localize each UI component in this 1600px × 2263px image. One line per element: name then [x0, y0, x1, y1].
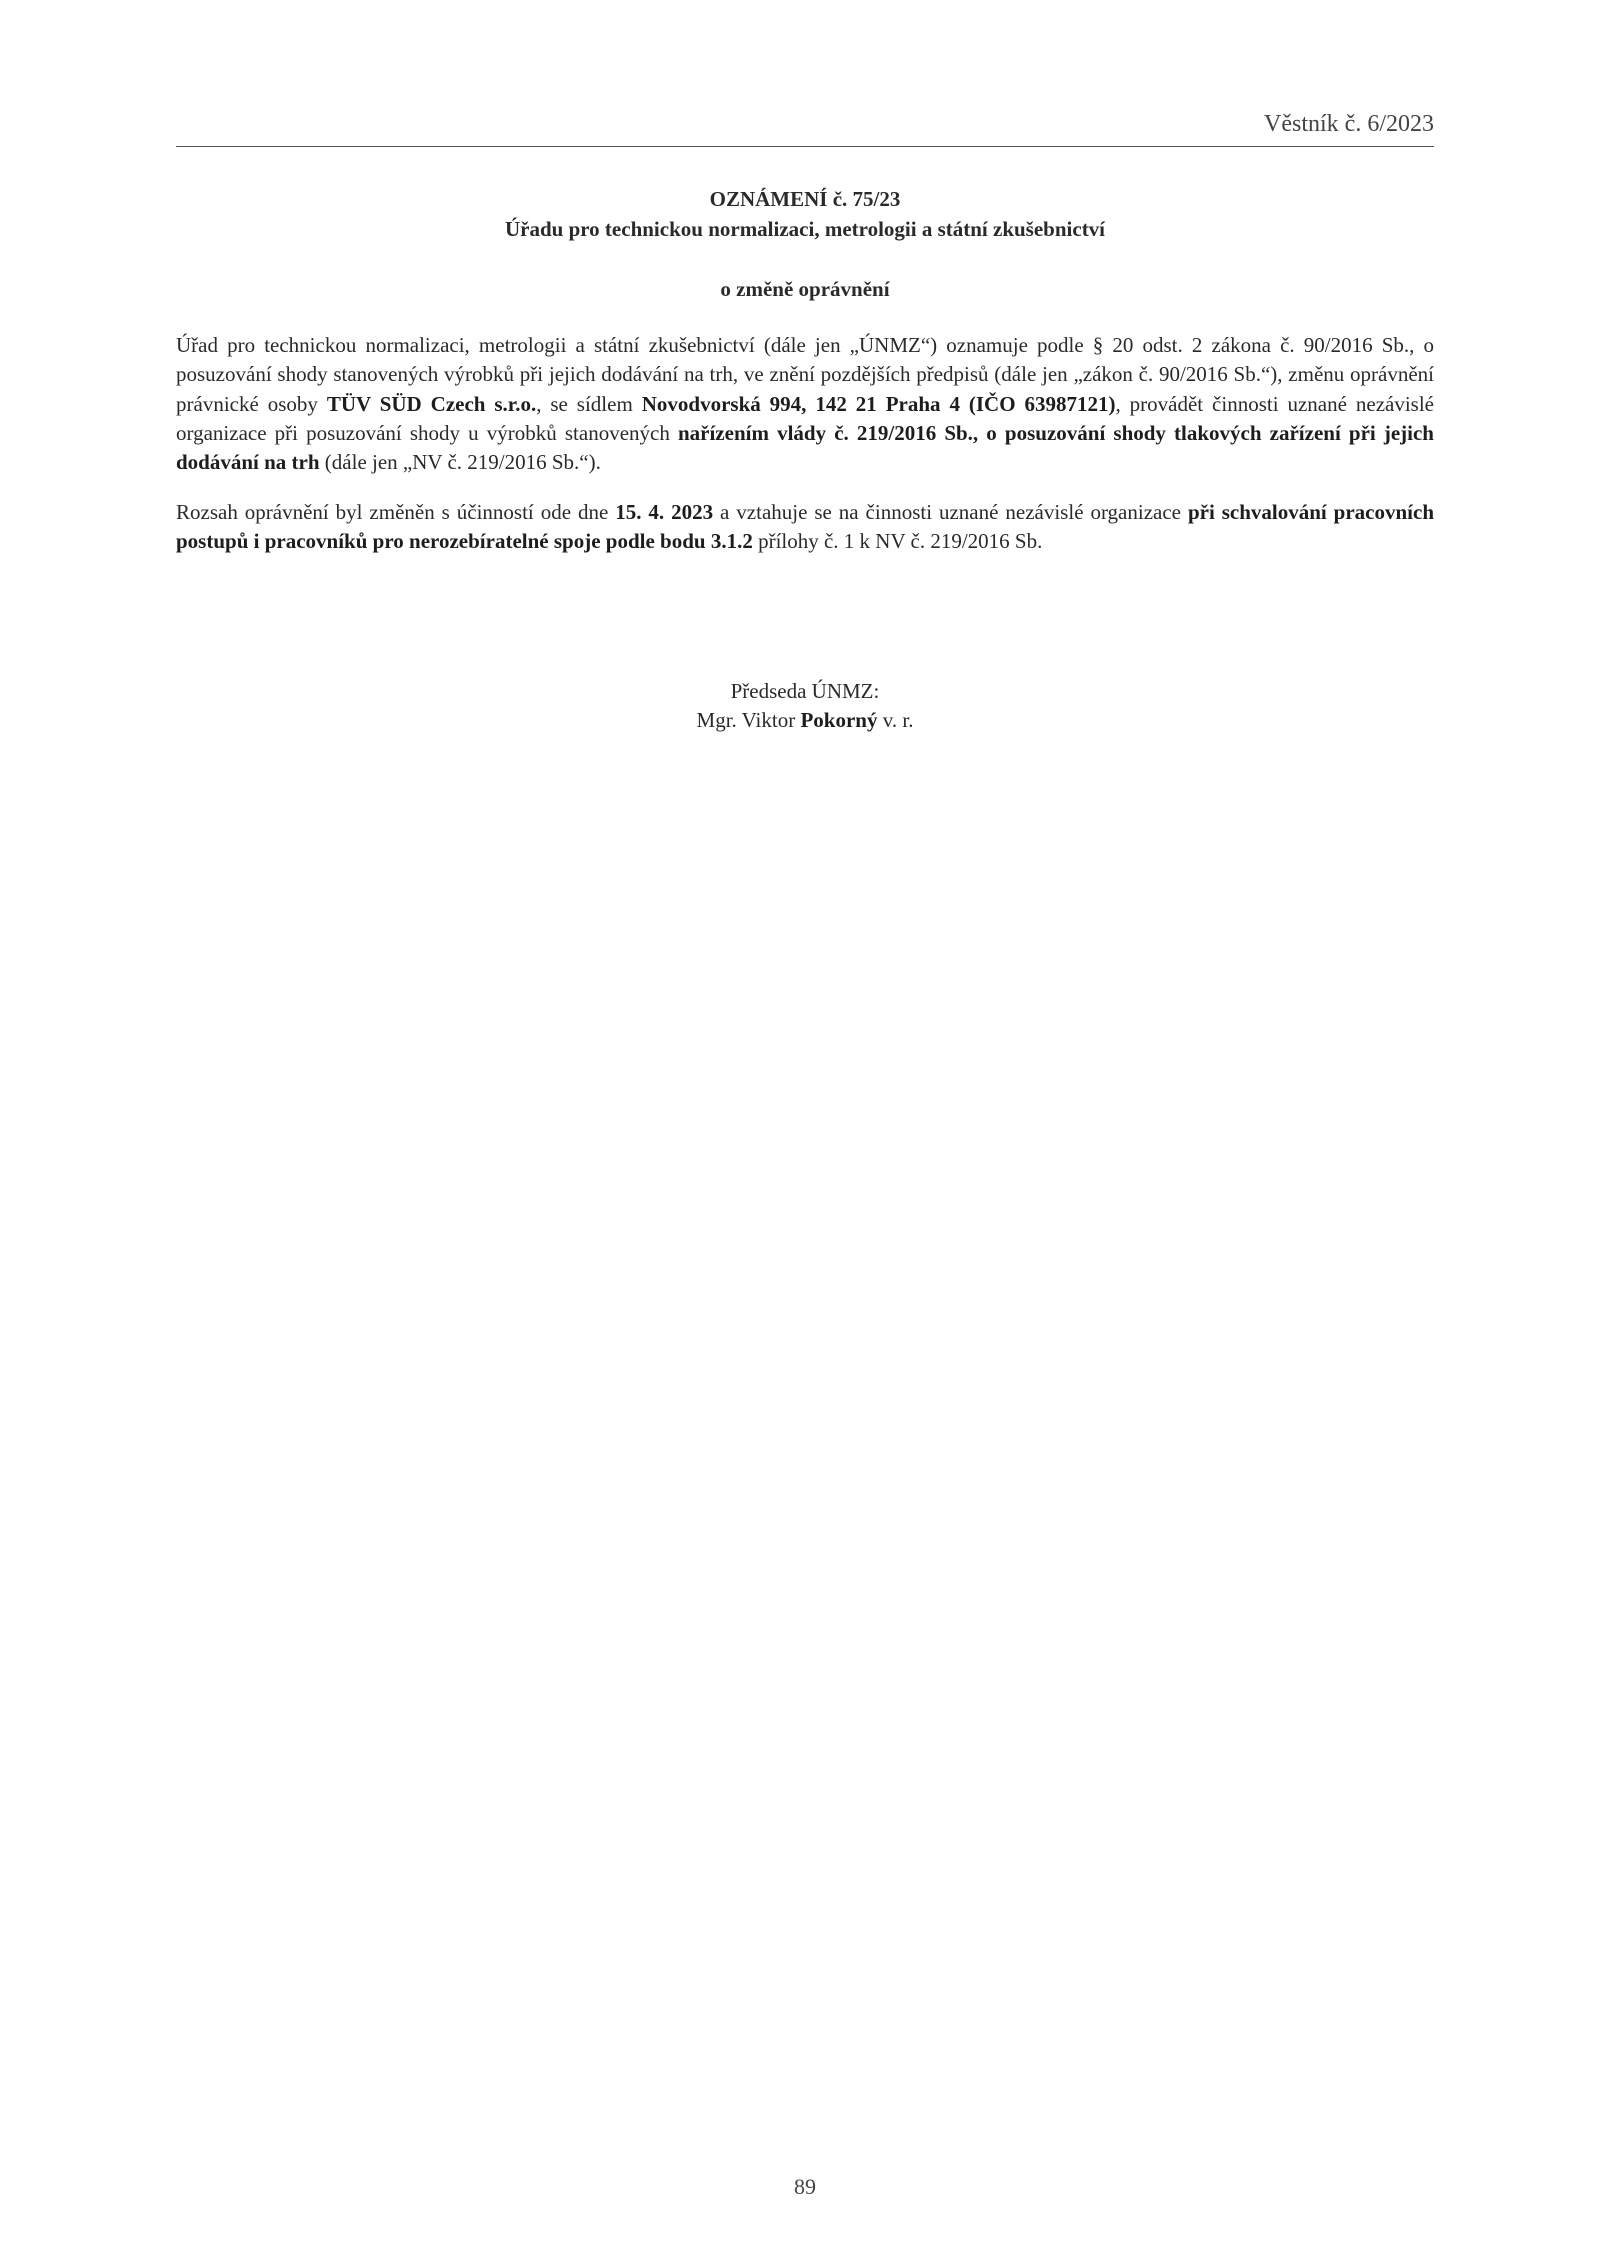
- p1-text-3: , provádět činnosti uznané nezávislé organizace při posuzování shody u výrobků stanovených: [176, 391, 1434, 445]
- signature-role: Předseda ÚNMZ:: [730, 679, 880, 703]
- p1-regulation: nařízením vlády č. 219/2016 Sb., o posuzování shody tlakových zařízení při jejich dodávání na trh: [176, 420, 1434, 475]
- signature-block: [176, 677, 1434, 735]
- title-number: OZNÁMENÍ č. 75/23: [709, 187, 901, 211]
- running-header: [176, 112, 1434, 147]
- announcement-title: [176, 184, 1434, 304]
- p2-text-2: a vztahuje se na činnosti uznané nezávislé organizace: [713, 500, 1188, 524]
- signature-name-suffix: v. r.: [877, 708, 914, 732]
- p2-text-3: přílohy č. 1 k NV č. 219/2016 Sb.: [752, 529, 1043, 554]
- p2-date: 15. 4. 2023: [615, 500, 714, 524]
- journal-issue: Věstník č. 6/2023: [1264, 111, 1434, 137]
- title-authority: Úřadu pro technickou normalizaci, metrologii a státní zkušebnictví: [504, 217, 1106, 241]
- signature-name-prefix: Mgr. Viktor: [696, 708, 801, 732]
- paragraph-scope: [176, 498, 1434, 557]
- p1-text-4: (dále jen „NV č. 219/2016 Sb.“).: [319, 450, 601, 475]
- p1-text-2: , se sídlem: [536, 391, 642, 416]
- paragraph-authorization: [176, 331, 1434, 477]
- p2-scope: při schvalování pracovních postupů i pracovníků pro nerozebíratelné spoje podle bodu 3.1.2: [176, 500, 1434, 554]
- title-subject: o změně oprávnění: [720, 277, 890, 301]
- p1-text-1: Úřad pro technickou normalizaci, metrologii a státní zkušebnictví (dále jen „ÚNMZ“) oznamuje podle § 20 odst. 2 zákona č. 90/2016 Sb., o posuzování shody stanovených výrobků při jejich dodávání na trh, ve znění pozdějších předpisů (dále jen „zákon č. 90/2016 Sb.“), změnu oprávnění právnické osoby: [176, 333, 1434, 416]
- signature-name: [176, 706, 1434, 735]
- page-number: 89: [794, 2174, 816, 2199]
- p1-address: Novodvorská 994, 142 21 Praha 4 (IČO 63987121): [641, 391, 1116, 416]
- signature-surname: Pokorný: [800, 708, 878, 732]
- p2-text-1: Rozsah oprávnění byl změněn s účinností ode dne: [176, 500, 616, 524]
- p1-company: TÜV SÜD Czech s.r.o.: [326, 391, 537, 416]
